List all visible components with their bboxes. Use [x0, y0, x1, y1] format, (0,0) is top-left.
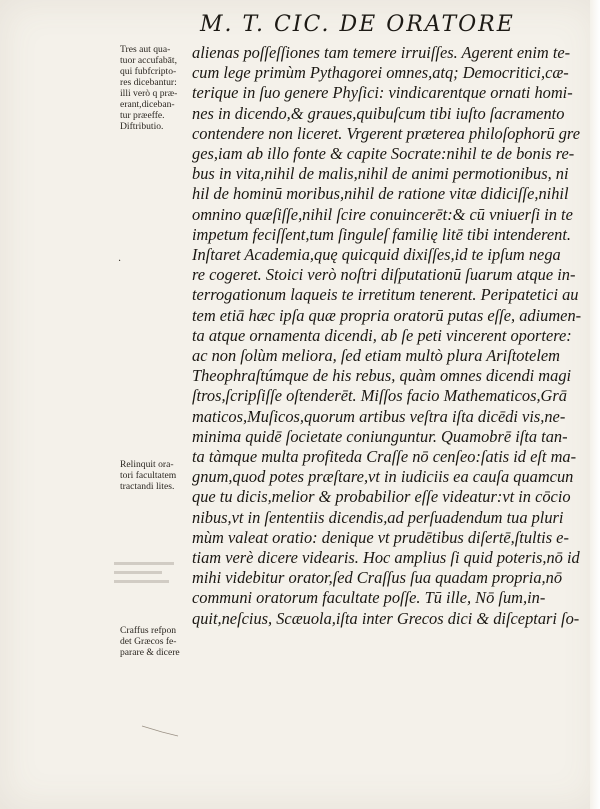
marginal-line: tractandi lites.	[120, 481, 175, 492]
marginal-line: Diftributio.	[120, 121, 164, 132]
text-line: tem etiā hæc ipſa quæ propria oratorū putas eſſe, adiumen-	[192, 305, 582, 325]
text-line: ges,iam ab illo fonte & capite Socrate:nihil te de bonis re-	[192, 144, 575, 164]
text-line: gnum,quod potes præſtare,vt in iudiciis ea cauſa quamcun	[192, 467, 574, 487]
marginal-line: Craffus refpon	[120, 625, 177, 636]
text-line: ta tàmque multa profiteda Craſſe nō cenſeo:ſatis id eſt ma-	[192, 447, 577, 467]
show-through-ink	[114, 556, 184, 592]
text-line: contendere non liceret. Vrgerent præterea philoſophorū gre	[192, 123, 580, 143]
marginal-line: illi verò q præ-	[120, 88, 178, 99]
text-line: nibus,vt in ſententiis dicendis,ad perſuadendum tua pluri	[192, 507, 564, 527]
marginal-line: tur præeffe.	[120, 110, 165, 121]
marginal-line: det Græcos fe-	[120, 636, 177, 647]
text-line: cum lege primùm Pythagorei omnes,atq; Democritici,cæ-	[192, 63, 569, 83]
running-title: M. T. CIC. DE ORATORE	[200, 12, 515, 37]
marginal-line: qui fubfcripto-	[120, 66, 177, 77]
text-line: ta atque ornamenta dicendi, ab ſe peti vincerent oportere:	[192, 325, 572, 345]
main-text	[192, 43, 582, 629]
marginal-line: Relinquit ora-	[120, 459, 174, 470]
marginal-line: Tres aut qua-	[120, 44, 171, 55]
text-line: terrogationum laqueis te irretitum tenerent. Peripatetici au	[192, 285, 579, 305]
marginal-note-3	[120, 625, 196, 658]
text-line: terique in ſuo genere Phyſici: vindicarentque ornati homi-	[192, 83, 573, 103]
text-line: mùm valeat oratio: denique vt prudētibus diſertē,ſtultis e-	[192, 527, 569, 547]
marginal-note-1	[120, 44, 196, 132]
text-line: maticos,Muſicos,quorum artibus veſtra iſta dicēdi vis,ne-	[192, 406, 566, 426]
text-line: hil de hominū moribus,nihil de ratione vitæ didiciſſe,nihil	[192, 184, 569, 204]
text-line: alienas poſſeſſiones tam temere irruiſſes. Agerent enim te-	[192, 43, 571, 62]
text-line: ac non ſolùm meliora, ſed etiam multò plura Ariſtotelem	[192, 346, 560, 366]
text-line: re cogeret. Stoici verò noſtri diſputationū ſuarum atque in-	[192, 265, 576, 285]
marginal-line: tori facultatem	[120, 470, 177, 481]
text-line: bus in vita,nihil de malis,nihil de animi permotionibus, ni	[192, 164, 569, 184]
text-line: communi oratorum facultate poſſe. Tū ille, Nō ſum,in-	[192, 588, 546, 608]
text-line: Inſtaret Academia,quę quicquid dixiſſes,id te ipſum nega	[192, 245, 561, 265]
pencil-mark	[140, 720, 180, 740]
text-line: minima quidē ſocietate coniunguntur. Quamobrē iſta tan-	[192, 426, 568, 446]
text-line: nes in dicendo,& graues,quibuſcum tibi iuſto ſacramento	[192, 103, 565, 123]
text-line: quit,neſcius, Scæuola,iſta inter Grecos dici & diſceptari ſo-	[192, 608, 580, 628]
text-line: tiam verè dicere videaris. Hoc amplius ſi quid poteris,nō id	[192, 548, 580, 568]
text-line: omnino quæſiſſe,nihil ſcire conuincerēt:& cū vniuerſi in te	[192, 204, 573, 224]
text-line: ſtros,ſcripſiſſe oſtenderēt. Miſſos facio Mathematicos,Grā	[192, 386, 567, 406]
text-line: impetum feciſſent,tum ſinguleſ familię litē tibi intenderent.	[192, 224, 572, 244]
text-line: Theophraſtúmque de his rebus, quàm omnes dicendi magi	[192, 366, 572, 386]
marginal-line: erant,diceban-	[120, 99, 175, 110]
text-line: que tu dicis,melior & probabilior eſſe videatur:vt in cōcio	[192, 487, 571, 507]
marginal-line: res dicebantur:	[120, 77, 177, 88]
margin-speck: ·	[118, 256, 122, 267]
marginal-line: tuor accufabāt,	[120, 55, 177, 66]
marginal-line: parare & dicere	[120, 647, 180, 658]
text-line: mihi videbitur orator,ſed Craſſus ſua quadam propria,nō	[192, 568, 563, 588]
marginal-note-2	[120, 459, 196, 492]
